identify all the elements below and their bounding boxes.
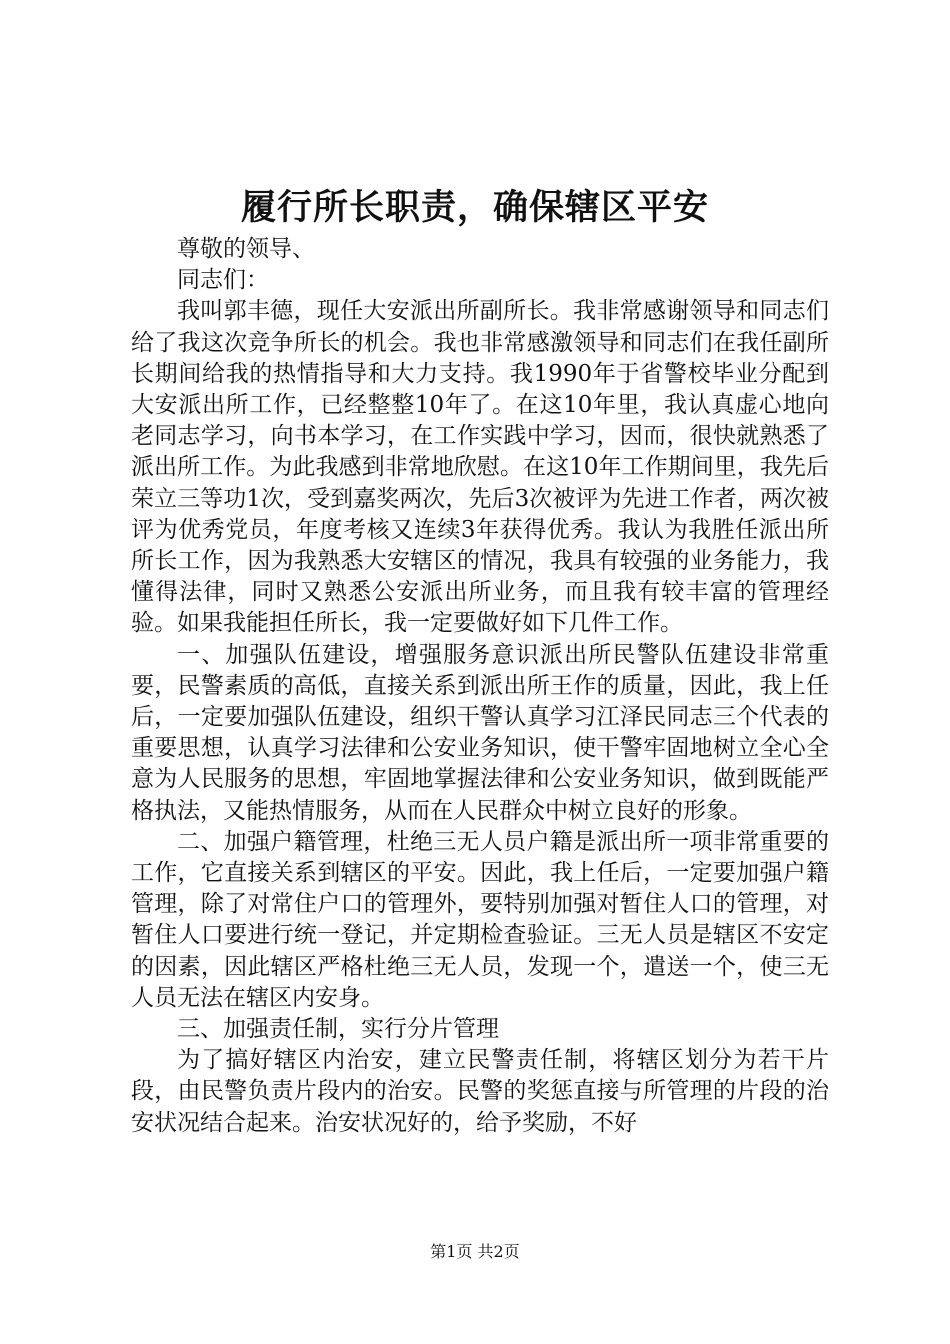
document-body xyxy=(131,234,829,1139)
salutation-line-1: 尊敬的领导、 xyxy=(177,236,315,262)
paragraph-household-registration: 二、加强户籍管理，杜绝三无人员户籍是派出所一项非常重要的工作，它直接关系到辖区的平安。因此，我上任后，一定要加强户籍管理，除了对常住户口的管理外，要特别加强对暂住人口的管理，对暂住人口要进行统一登记，并定期检查验证。三无人员是辖区不安定的因素，因此辖区严格杜绝三无人员，发现一个，遣送一个，使三无人员无法在辖区内安身。 xyxy=(131,828,829,1011)
section-heading-responsibility: 三、加强责任制，实行分片管理 xyxy=(177,1016,499,1043)
paragraph-introduction: 我叫郭丰德，现任大安派出所副所长。我非常感谢领导和同志们给了我这次竞争所长的机会。我也非常感激领导和同志们在我任副所长期间给我的热情指导和大力支持。我1990年于省警校毕业分配到大安派出所工作，已经整整10年了。在这10年里，我认真虚心地向老同志学习，向书本学习，在工作实践中学习，因而，很快就熟悉了派出所工作。为此我感到非常地欣慰。在这10年工作期间里，我先后荣立三等功1次，受到嘉奖两次，先后3次被评为先进工作者，两次被评为优秀党员，年度考核又连续3年获得优秀。我认为我胜任派出所所长工作，因为我熟悉大安辖区的情况，我具有较强的业务能力，我懂得法律，同时又熟悉公安派出所业务，而且我有较丰富的管理经验。如果我能担任所长，我一定要做好如下几件工作。 xyxy=(131,298,829,637)
paragraph-responsibility: 为了搞好辖区内治安，建立民警责任制，将辖区划分为若干片段，由民警负责片段内的治安。民警的奖惩直接与所管理的片段的治安状况结合起来。治安状况好的，给予奖励，不好 xyxy=(131,1047,829,1136)
salutation-line-2: 同志们： xyxy=(177,267,269,294)
document-title: 履行所长职责，确保辖区平安 xyxy=(240,187,709,228)
page-footer: 第1页 共2页 xyxy=(430,1242,520,1261)
paragraph-team-building: 一、加强队伍建设，增强服务意识派出所民警队伍建设非常重要，民警素质的高低，直接关系到派出所王作的质量，因此，我上任后，一定要加强队伍建设，组织干警认真学习江泽民同志三个代表的重要思想，认真学习法律和公安业务知识，使干警牢固地树立全心全意为人民服务的思想，牢固地掌握法律和公安业务知识，做到既能严格执法，又能热情服务，从而在人民群众中树立良好的形象。 xyxy=(131,641,829,824)
